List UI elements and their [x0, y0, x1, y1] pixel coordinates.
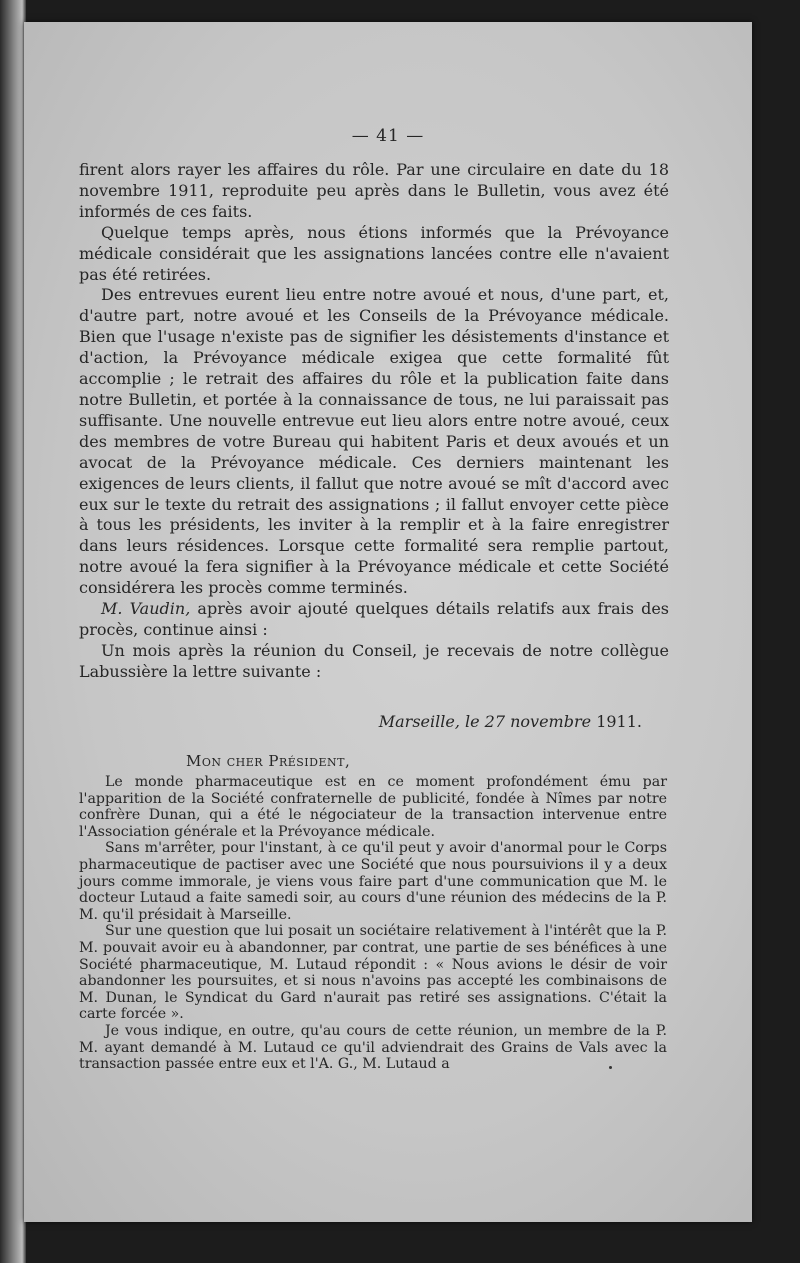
ink-speck	[609, 1066, 612, 1069]
author-name: M. Vaudin,	[101, 599, 191, 619]
page-number: — 41 —	[351, 126, 425, 146]
body-text	[79, 160, 669, 683]
letter-paragraph-4: Je vous indique, en outre, qu'au cours de cette réunion, un membre de la P. M. ayant demandé à M. Lutaud ce qu'il adviendrait des Grains de Vals avec la transaction passée entre eux et l'A. G., M. Lutaud a	[79, 1022, 667, 1073]
letter-paragraph-2: Sans m'arrêter, pour l'instant, à ce qu'il peut y avoir d'anormal pour le Corps pharmaceutique de pactiser avec une Société que nous poursuivions il y a deux jours comme immorale, je viens vous faire part d'une communication que M. le docteur Lutaud a faite samedi soir, au cours d'une réunion des médecins de la P. M. qu'il présidait à Marseille.	[79, 840, 667, 923]
letter-paragraph-1: Le monde pharmaceutique est en ce moment profondément ému par l'apparition de la Société confraternelle de publicité, fondée à Nîmes par notre confrère Dunan, qui a été le négociateur de la transaction intervenue entre l'Association générale et la Prévoyance médicale.	[79, 774, 667, 840]
paragraph-3: Des entrevues eurent lieu entre notre avoué et nous, d'une part, et, d'autre part, notre avoué et les Conseils de la Prévoyance médicale. Bien que l'usage n'existe pas de signifier les désistements d'instance et d'action, la Prévoyance médicale exigea que cette formalité fût accomplie ; le retrait des affaires du rôle et la publication faite dans notre Bulletin, et portée à la connaissance de tous, ne lui paraissait pas suffisante. Une nouvelle entrevue eut lieu alors entre notre avoué, ceux des membres de votre Bureau qui habitent Paris et deux avoués et un avocat de la Prévoyance médicale. Ces derniers maintenant les exigences de leurs clients, il fallut que notre avoué se mît d'accord avec eux sur le texte du retrait des assignations ; il fallut envoyer cette pièce à tous les présidents, les inviter à la remplir et à la faire enregistrer dans leurs résidences. Lorsque cette formalité sera remplie partout, notre avoué la fera signifier à la Prévoyance médicale et cette Société considérera les procès comme terminés.	[79, 285, 669, 598]
letter-paragraph-3: Sur une question que lui posait un sociétaire relativement à l'intérêt que la P. M. pouvait avoir eu à abandonner, par contrat, une partie de ses bénéfices à une Société pharmaceutique, M. Lutaud répondit : « Nous avions le désir de voir abandonner les poursuites, et si nous n'avoins pas accepté les combinaisons de M. Dunan, le Syndicat du Gard n'aurait pas retiré ses assignations. C'était la carte forcée ».	[79, 923, 667, 1023]
author-continuation: après avoir ajouté quelques détails relatifs aux frais des procès, continue ainsi :	[79, 599, 670, 639]
letter-salutation: Mon cher Président,	[186, 752, 351, 770]
paragraph-5: Un mois après la réunion du Conseil, je recevais de notre collègue Labussière la lettre suivante :	[79, 640, 669, 681]
paragraph-2: Quelque temps après, nous étions informés que la Prévoyance médicale considérait que les assignations lancées contre elle n'avaient pas été retirées.	[79, 222, 669, 284]
previous-page-edge	[0, 0, 26, 1263]
letter-dateline	[379, 712, 642, 731]
dateline-year: 1911.	[596, 712, 642, 731]
letter-body	[79, 774, 667, 1073]
paragraph-4	[79, 599, 669, 641]
dateline-text: Marseille, le 27 novembre	[378, 712, 592, 731]
paragraph-1: firent alors rayer les affaires du rôle. Par une circulaire en date du 18 novembre 1911, reproduite peu après dans le Bulletin, vous avez été informés de ces faits.	[79, 160, 669, 221]
page-sheet	[24, 22, 752, 1222]
